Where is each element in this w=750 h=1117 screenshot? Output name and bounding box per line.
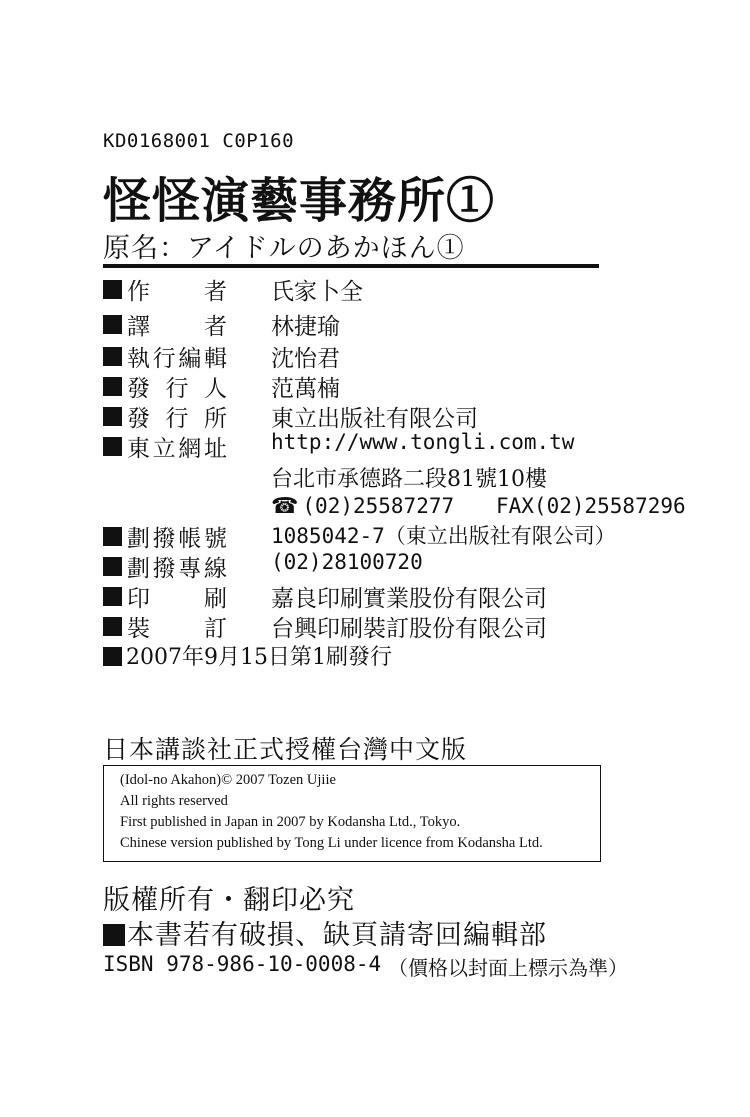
credit-value: 東立出版社有限公司	[271, 406, 478, 432]
credit-value: http://www.tongli.com.tw	[271, 430, 575, 454]
license-line: (Idol-no Akahon)© 2007 Tozen Ujiie	[120, 772, 336, 788]
credit-value: 1085042-7（東立出版社有限公司）	[271, 524, 616, 548]
telephone-icon: ☎	[271, 494, 299, 519]
original-title: 原名：アイドルのあかほん①	[103, 233, 465, 264]
publish-date-text: 2007年9月15日第1刷發行	[126, 645, 392, 670]
damage-notice-text: 本書若有破損、缺頁請寄回編輯部	[127, 920, 547, 951]
catalog-code: KD0168001 C0P160	[103, 130, 295, 152]
credit-label: 劃 撥 帳 號	[127, 526, 227, 552]
price-note: （價格以封面上標示為準）	[388, 956, 628, 980]
book-title: 怪怪演藝事務所①	[103, 173, 496, 229]
damage-notice	[103, 913, 547, 952]
publish-date	[103, 640, 392, 671]
phone-number: (02)25587277	[302, 494, 455, 518]
square-bullet-icon	[103, 315, 122, 334]
credit-label: 印 刷	[127, 586, 227, 612]
credit-label: 譯 者	[127, 314, 227, 340]
address: 台北市承德路二段81號10樓	[271, 467, 547, 492]
square-bullet-icon	[103, 647, 122, 666]
credit-label: 執 行 編 輯	[127, 346, 227, 372]
square-bullet-icon	[103, 924, 125, 946]
credit-label: 東 立 網 址	[127, 436, 227, 462]
license-box	[103, 765, 601, 862]
credit-value: 氏家卜全	[271, 279, 363, 305]
square-bullet-icon	[103, 377, 122, 396]
authorization-statement: 日本講談社正式授權台灣中文版	[103, 735, 468, 764]
credit-value: 沈怡君	[271, 346, 340, 372]
square-bullet-icon	[103, 280, 122, 299]
credit-value: 范萬楠	[271, 376, 340, 402]
credit-label: 發 行 人	[127, 376, 227, 402]
isbn: ISBN 978-986-10-0008-4	[103, 952, 382, 976]
square-bullet-icon	[103, 587, 122, 606]
license-line: All rights reserved	[120, 793, 228, 809]
credit-value: 嘉良印刷實業股份有限公司	[271, 586, 547, 612]
isbn-line	[103, 952, 628, 980]
credit-value: (02)28100720	[271, 550, 423, 574]
square-bullet-icon	[103, 557, 122, 576]
square-bullet-icon	[103, 617, 122, 636]
contact-line	[271, 494, 686, 519]
license-line: First published in Japan in 2007 by Kodansha Ltd., Tokyo.	[120, 814, 461, 830]
square-bullet-icon	[103, 347, 122, 366]
credit-value: 台興印刷裝訂股份有限公司	[271, 616, 547, 642]
credit-label: 劃 撥 專 線	[127, 556, 227, 582]
square-bullet-icon	[103, 437, 122, 456]
credit-label: 發 行 所	[127, 406, 227, 432]
license-line: Chinese version published by Tong Li under licence from Kodansha Ltd.	[120, 835, 543, 851]
credit-value: 林捷瑜	[271, 314, 340, 340]
square-bullet-icon	[103, 527, 122, 546]
credit-label: 作 者	[127, 279, 227, 305]
rights-notice: 版權所有・翻印必究	[103, 885, 355, 916]
square-bullet-icon	[103, 407, 122, 426]
fax-number: FAX(02)25587296	[496, 494, 686, 518]
title-rule	[103, 264, 599, 268]
credit-label: 裝 訂	[127, 616, 227, 642]
